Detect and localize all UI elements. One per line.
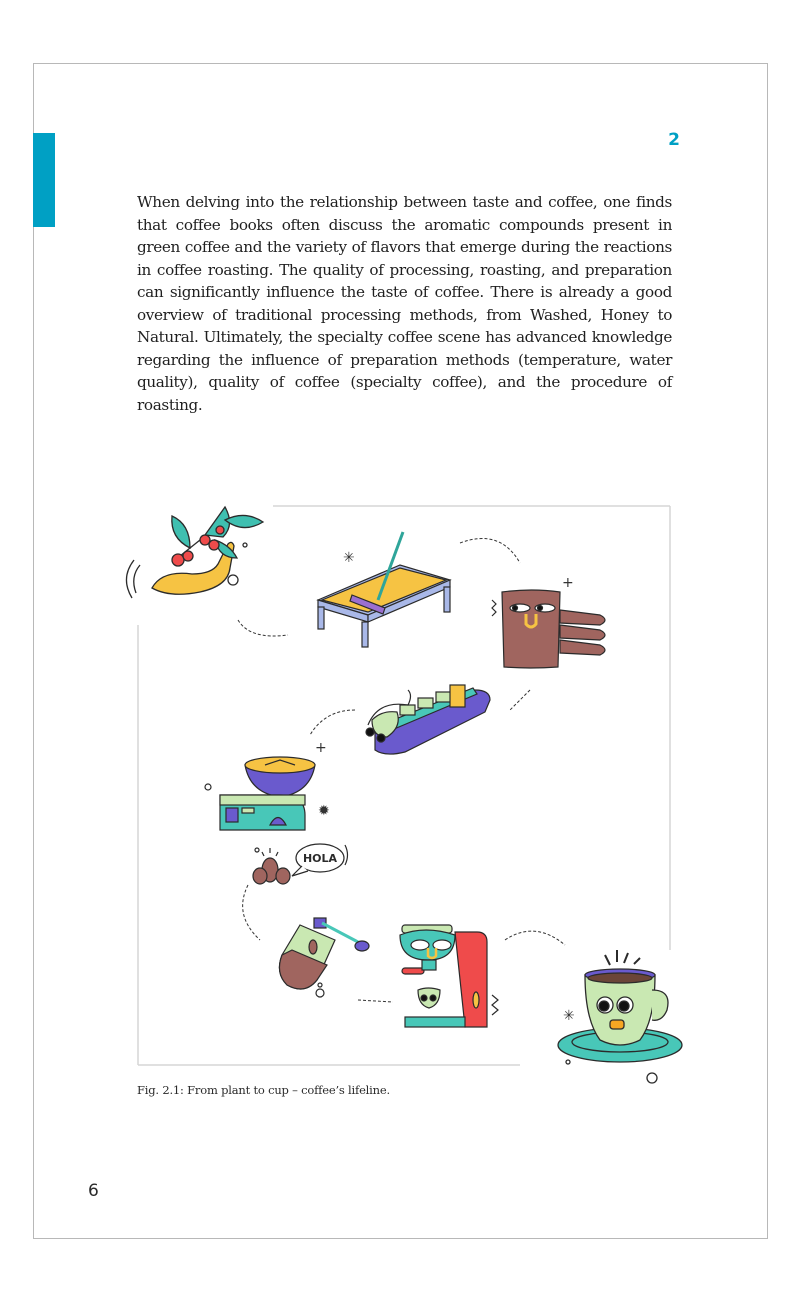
page-number: 6 [88, 1181, 99, 1201]
svg-text:+: + [562, 575, 574, 591]
svg-text:✳: ✳ [343, 550, 355, 566]
drying-bed-icon [318, 532, 450, 647]
cargo-ship-icon [366, 685, 490, 754]
espresso-machine-icon [400, 925, 498, 1027]
roaster-icon [205, 740, 330, 830]
svg-text:+: + [315, 740, 327, 756]
body-paragraph: When delving into the relationship between taste and coffee, one finds that coffee books often discuss the aromatic compounds present in green coffee and the variety of flavors that emerge during the reactions in coffee roasting. The quality of processing, roasting, and preparation can significantly influence the taste of coffee. There is already a good overview of traditional processing methods, from Washed, Honey to Natural. Ultimately, the specialty coffee scene has advanced knowledge regarding the influence of preparation methods (temperature, water quality), quality of coffee (specialty coffee), and the procedure of roasting. [137, 193, 672, 414]
coffee-lifeline-illustration [110, 490, 710, 1090]
grinder-icon [279, 918, 369, 997]
speech-bubble [292, 844, 348, 876]
coffee-sacks-icon [492, 575, 605, 668]
figure-caption: Fig. 2.1: From plant to cup – coffee’s lifeline. [137, 1083, 390, 1097]
roasted-beans-icon [253, 848, 290, 884]
chapter-number: 2 [668, 130, 680, 150]
coffee-cup-icon [558, 950, 682, 1083]
chapter-tab-marker [33, 133, 55, 227]
speech-bubble-text: HOLA [302, 852, 338, 865]
svg-text:✹: ✹ [318, 803, 330, 819]
svg-text:✳: ✳ [563, 1008, 575, 1024]
figure-plant-to-cup [110, 490, 710, 1090]
coffee-plant-hand-icon [126, 507, 263, 598]
